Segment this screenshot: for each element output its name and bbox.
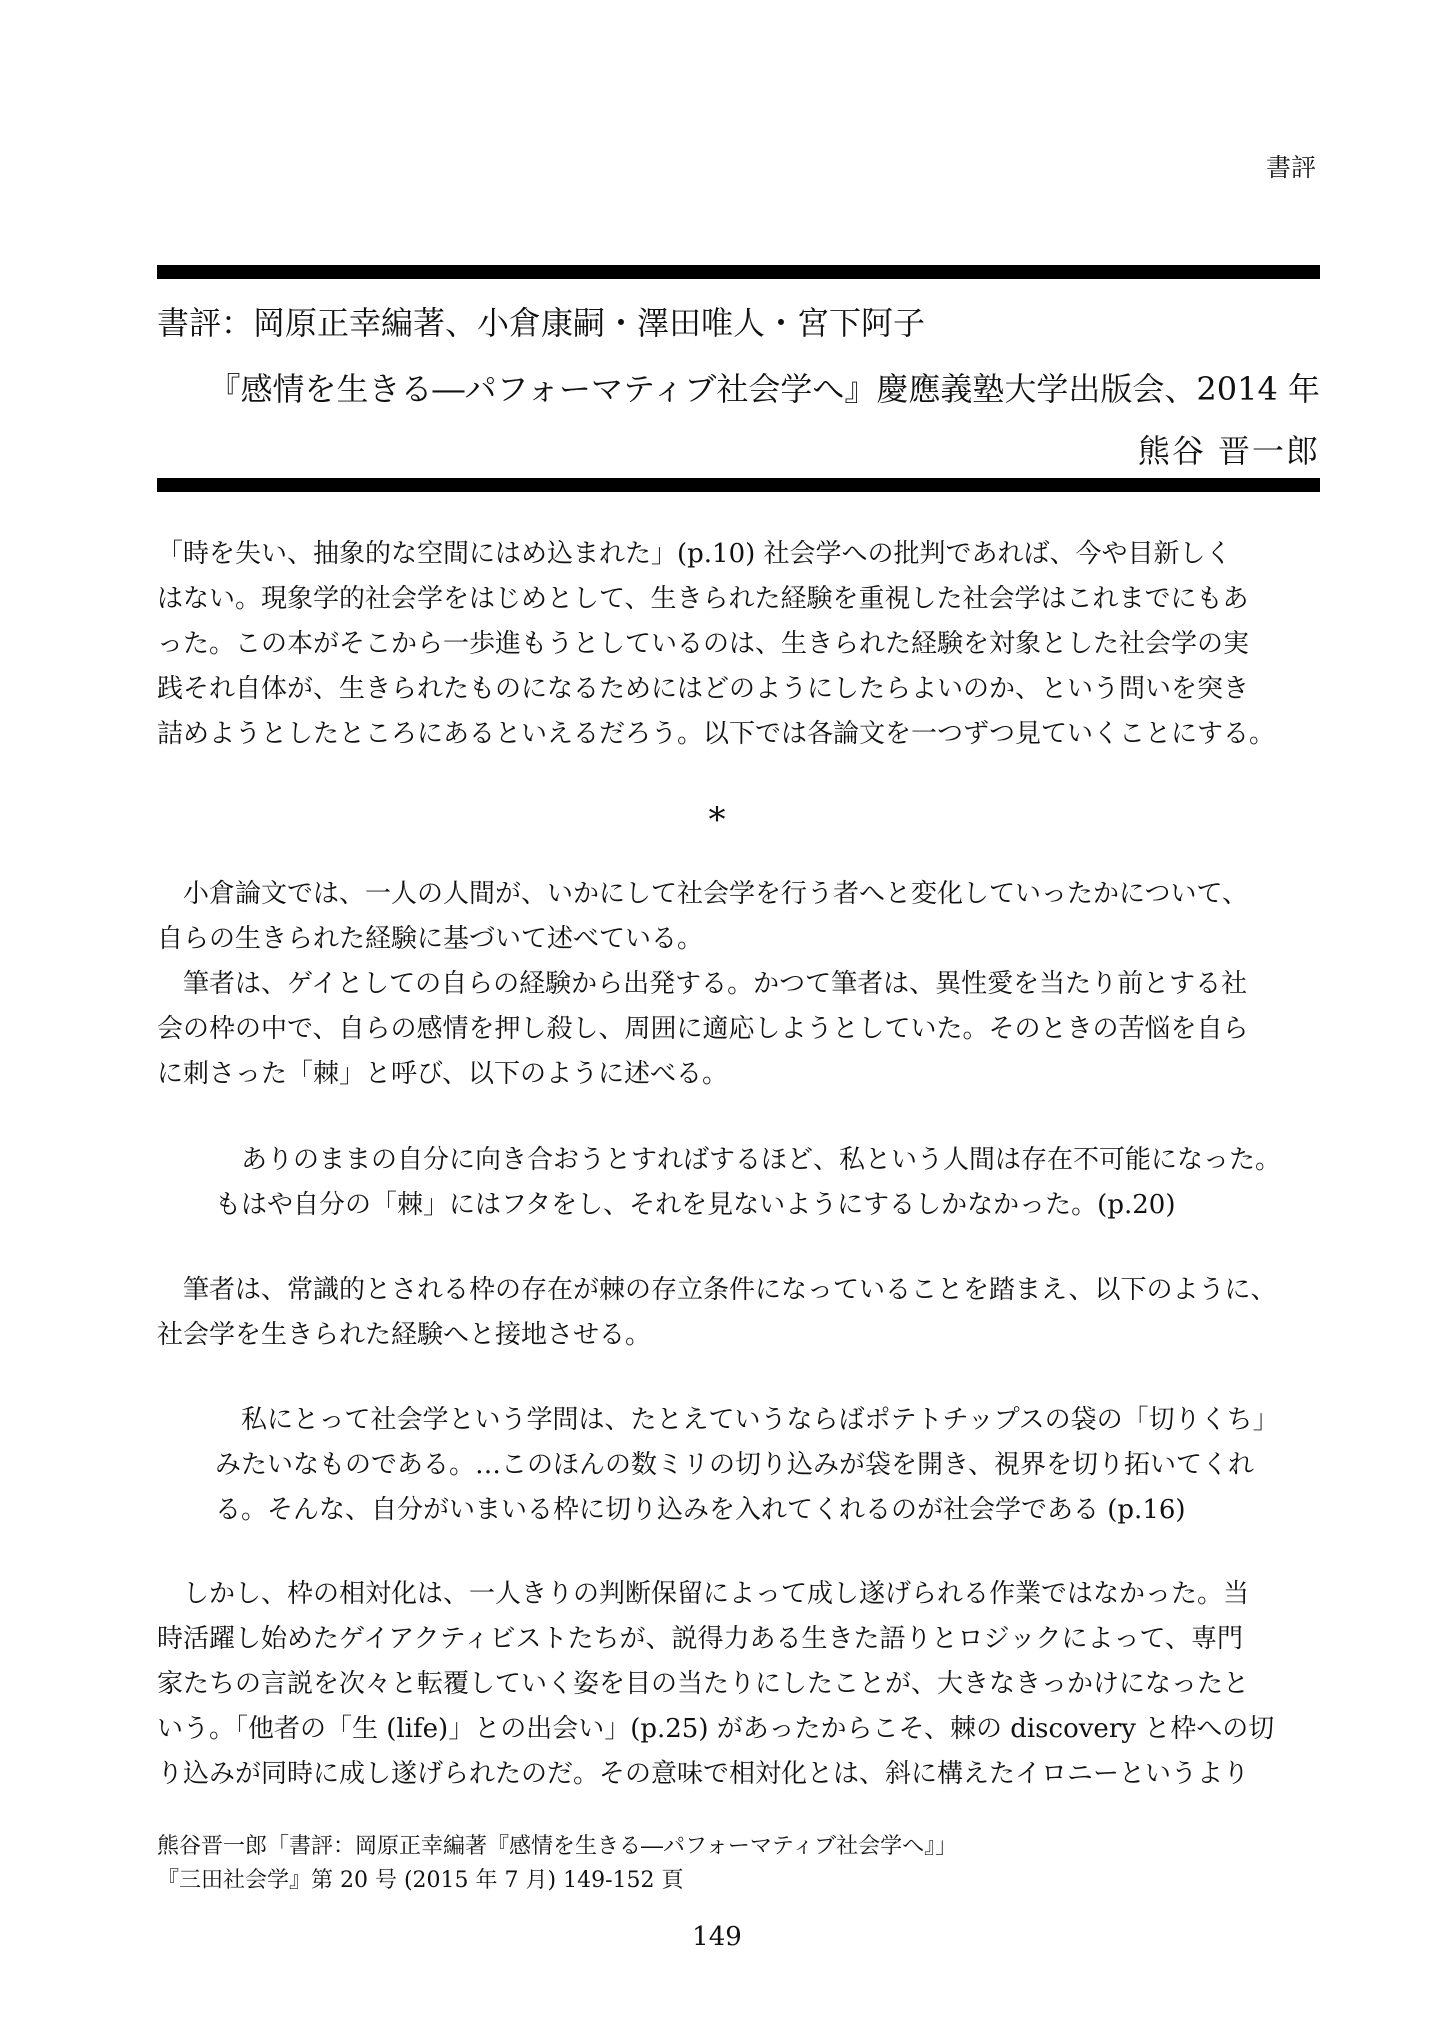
bottom-rule (157, 478, 1320, 492)
paragraph-4: 筆者は、常識的とされる枠の存在が棘の存立条件になっていることを踏まえ、以下のように、 社会学を生きられた経験へと接地させる。 (157, 1275, 1277, 1350)
paragraph-3: 筆者は、ゲイとしての自らの経験から出発する。かつて筆者は、異性愛を当たり前とする社 会の枠の中で、自らの感情を押し殺し、周囲に適応しようとしていた。そのときの苦悩を自ら に刺さった「棘」と呼び、以下のように述べる。 (157, 969, 1249, 1089)
top-rule (157, 265, 1320, 279)
heading-author: 熊谷 晋一郎 (1137, 432, 1320, 470)
paragraph-5: しかし、枠の相対化は、一人きりの判断保留によって成し遂げられる作業ではなかった。当 時活躍し始めたゲイアクティビストたちが、説得力ある生きた語りとロジックによって、専門 家たちの言説を次々と転覆していく姿を目の当たりにしたことが、大きなきっかけになったと いう。「他者の「生 (life)」との出会い」(p.25) があったからこそ、棘の discovery と枠への切 り込みが同時に成し遂げられたのだ。その意味で相対化とは、斜に構えたイロニーというより (157, 1579, 1275, 1789)
footer-citation: 熊谷晋一郎「書評：岡原正幸編著『感情を生きる―パフォーマティブ社会学へ』」 『三田社会学』第 20 号 (2015 年 7 月) 149-152 頁 (157, 1834, 958, 1893)
block-quote-2: 私にとって社会学という学問は、たとえていうならばポテトチップスの袋の「切りくち」 みたいなものである。…このほんの数ミリの切り込みが袋を開き、視界を切り拓いてくれ る。そんな、自分がいまいる枠に切り込みを入れてくれるのが社会学である (p.16) (215, 1405, 1279, 1525)
paragraph-2: 小倉論文では、一人の人間が、いかにして社会学を行う者へと変化していったかについて、 自らの生きられた経験に基づいて述べている。 (157, 879, 1248, 954)
page-number: 149 (692, 1922, 742, 1952)
block-quote-1: ありのままの自分に向き合おうとすればするほど、私という人間は存在不可能になった。 もはや自分の「棘」にはフタをし、それを見ないようにするしかなかった。(p.20) (215, 1145, 1282, 1220)
heading-line-2: 『感情を生きる―パフォーマティブ社会学へ』慶應義塾大学出版会、2014 年 (208, 370, 1320, 408)
section-separator: * (708, 800, 726, 840)
paragraph-1: 「時を失い、抽象的な空間にはめ込まれた」(p.10) 社会学への批判であれば、今や目新しく はない。現象学的社会学をはじめとして、生きられた経験を重視した社会学はこれまでにもあ った。この本がそこから一歩進もうとしているのは、生きられた経験を対象とした社会学の実 践それ自体が、生きられたものになるためにはどのようにしたらよいのか、という問いを突き 詰めようとしたところにあるといえるだろう。以下では各論文を一つずつ見ていくことにする。 (157, 539, 1276, 749)
running-head: 書評 (1265, 153, 1316, 182)
heading-line-1: 書評：岡原正幸編著、小倉康嗣・澤田唯人・宮下阿子 (157, 304, 926, 342)
